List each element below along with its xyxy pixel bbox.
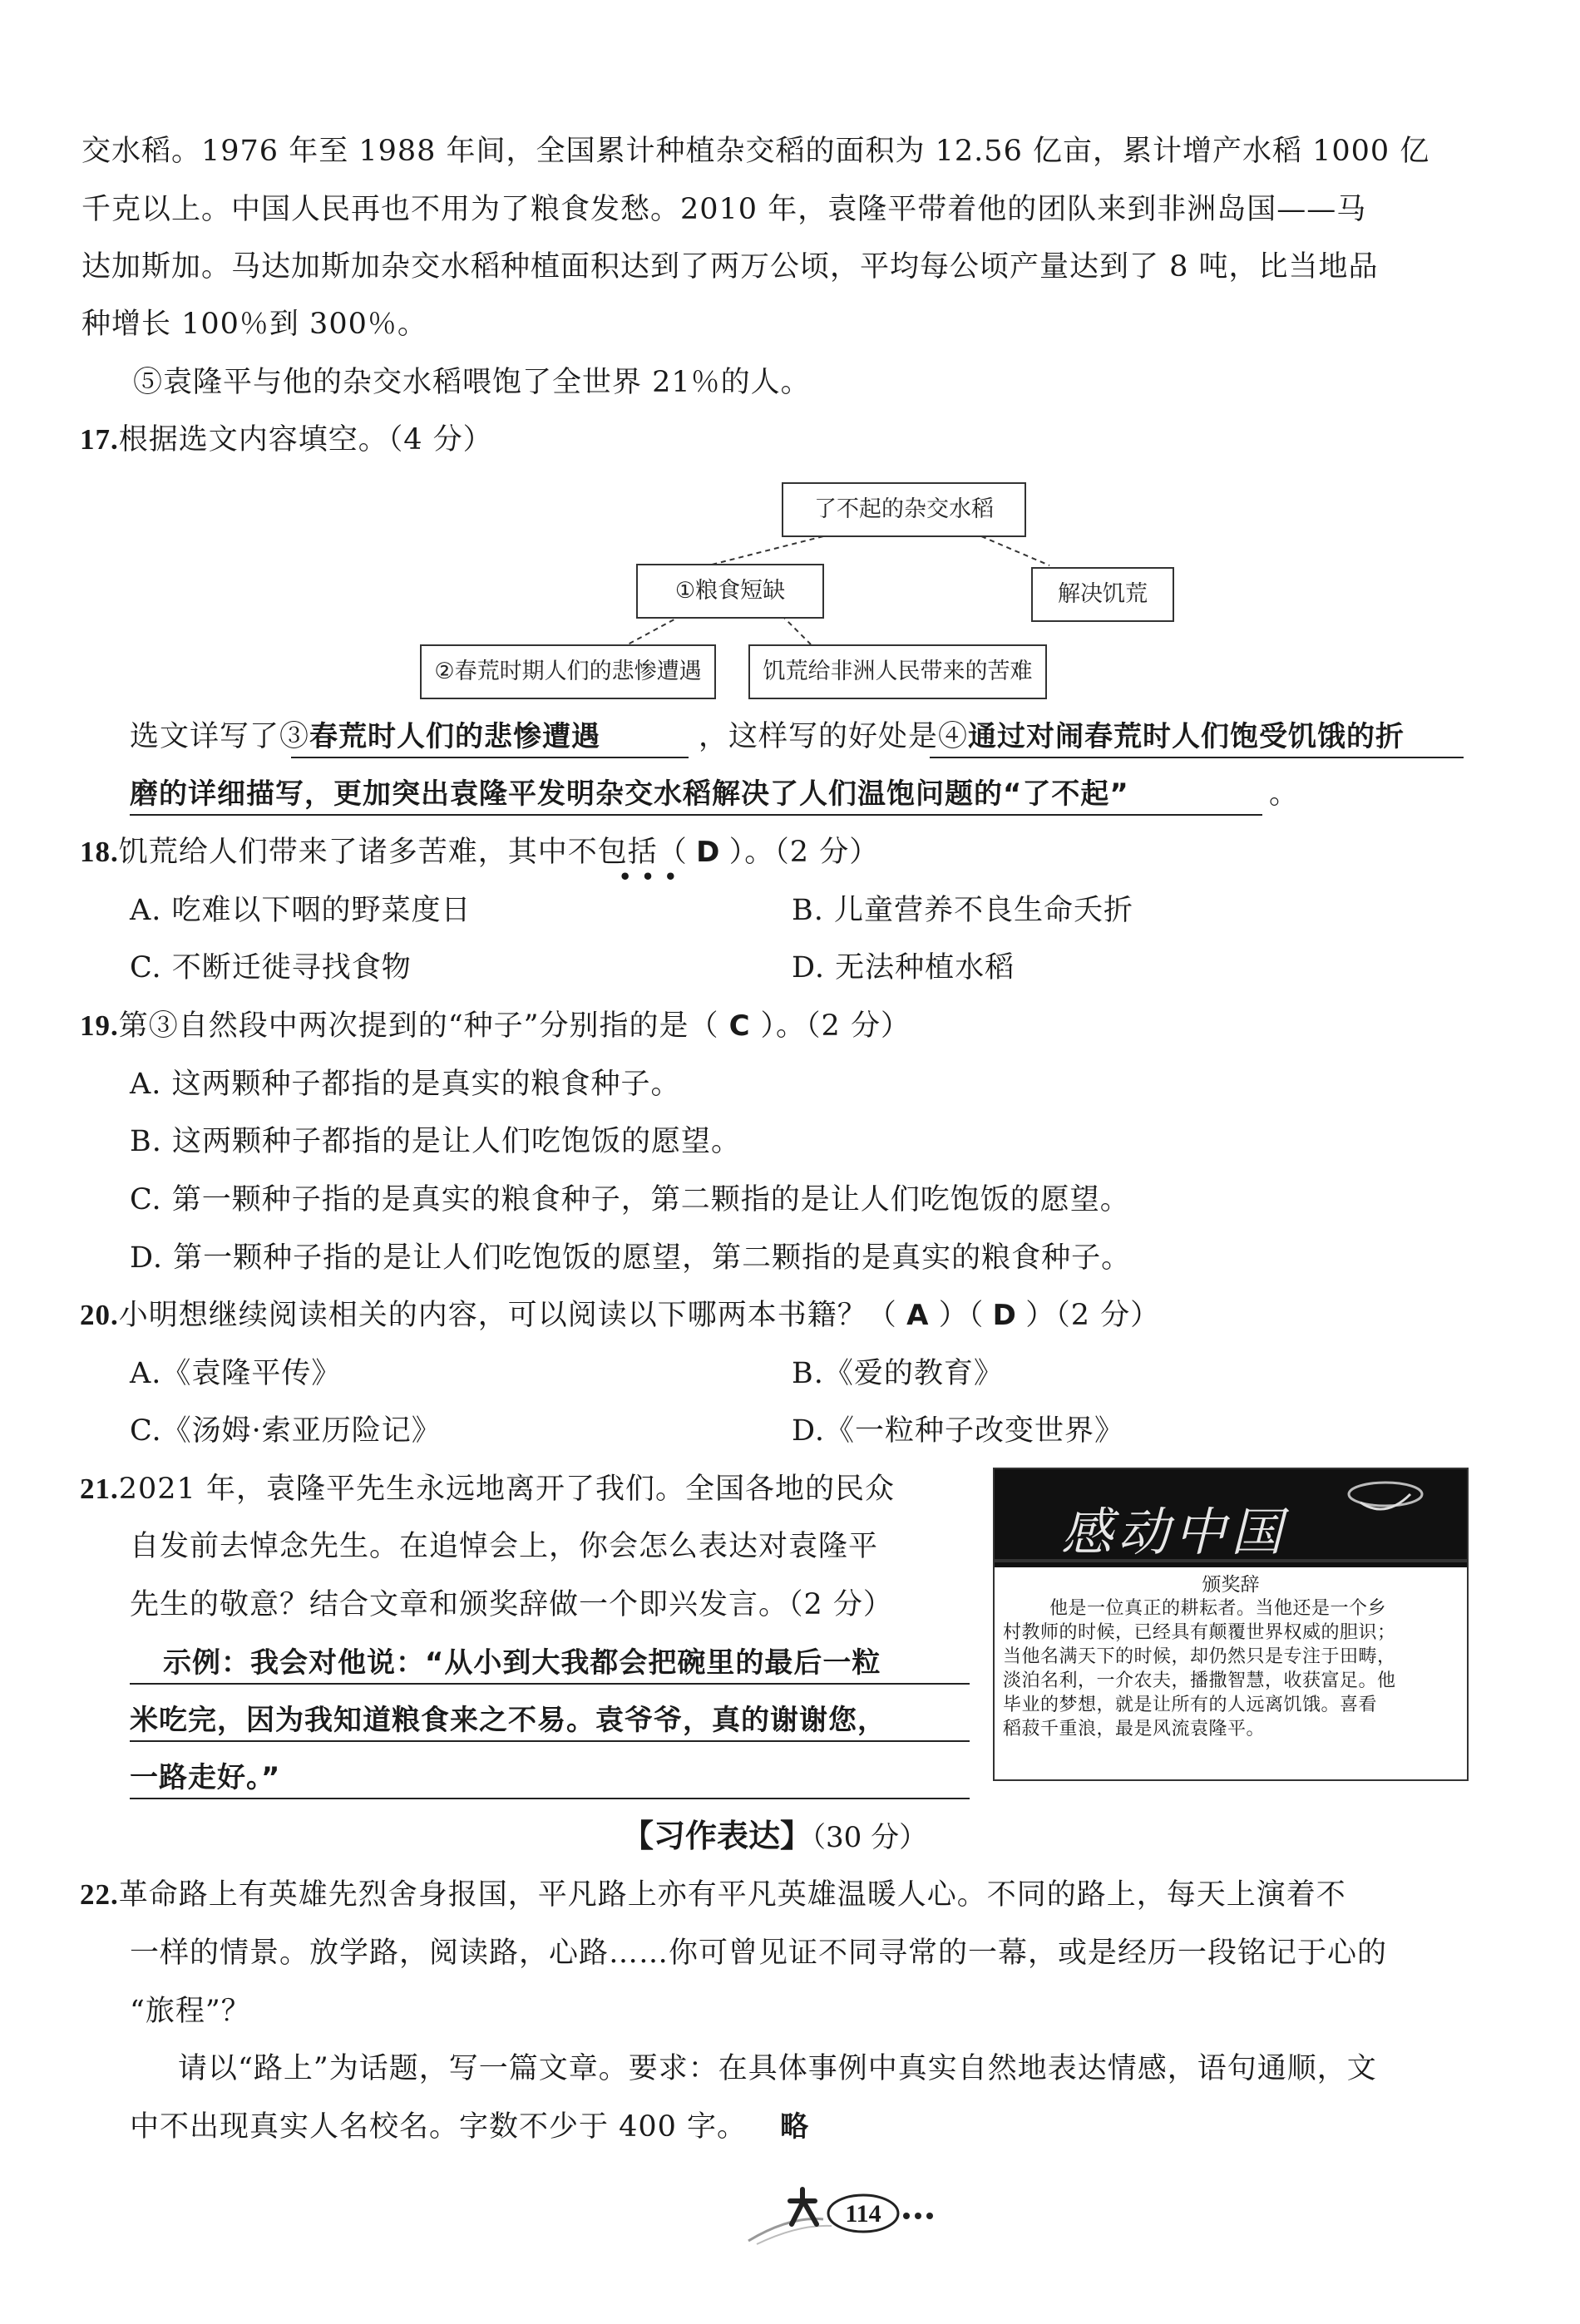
answer-4-part-2: 磨的详细描写，更加突出袁隆平发明杂交水稻解决了人们温饱问题的“了不起” xyxy=(130,777,1129,811)
option-d: D. 无法种植水稻 xyxy=(792,951,1015,984)
question-22 xyxy=(80,1878,1346,1912)
diagram-right-child-node: 饥荒给非洲人民带来的苦难 xyxy=(748,644,1047,699)
passage-line: 达加斯加。马达加斯加杂交水稻种植面积达到了两万公顷，平均每公顷产量达到了 8 吨，比当地品 xyxy=(81,250,1379,284)
award-banner-image xyxy=(995,1469,1467,1567)
section-title: 【习作表达】 xyxy=(622,1818,812,1854)
answer-text: 略 xyxy=(780,2110,810,2144)
award-image-box xyxy=(993,1468,1469,1781)
question-number: 18. xyxy=(80,836,119,868)
fill-middle: ，这样写的好处是④ xyxy=(699,720,969,753)
caption-line: 村教师的时候，已经具有颠覆世界权威的胆识； xyxy=(1003,1622,1396,1643)
caption-line: 稻菽千重浪，最是风流袁隆平。 xyxy=(1003,1719,1266,1739)
banner-title: 感动中国 xyxy=(1061,1502,1288,1562)
answer-choice: D xyxy=(992,1299,1017,1332)
option-b: B. 这两颗种子都指的是让人们吃饱饭的愿望。 xyxy=(130,1125,741,1158)
emphasis-dots: ••• xyxy=(619,865,688,889)
section-score: （30 分） xyxy=(812,1821,928,1854)
option-a: A.《袁隆平传》 xyxy=(130,1357,342,1390)
option-a: A. 这两颗种子都指的是真实的粮食种子。 xyxy=(130,1068,681,1101)
diagram-left-child-node: ②春荒时期人们的悲惨遭遇 xyxy=(420,644,716,699)
option-d: D.《一粒种子改变世界》 xyxy=(792,1414,1124,1448)
question-text: 先生的敬意？结合文章和颁奖辞做一个即兴发言。（2 分） xyxy=(130,1588,893,1621)
page-number: 114 xyxy=(845,2200,881,2228)
diagram-right-node: 解决饥荒 xyxy=(1031,567,1174,622)
option-c: C.《汤姆·索亚历险记》 xyxy=(130,1414,442,1448)
answer-text: 一路走好。” xyxy=(130,1761,281,1794)
q17-fill-line-1 xyxy=(130,720,1405,753)
caption-body xyxy=(1003,1596,1459,1741)
question-number: 22. xyxy=(80,1878,119,1911)
option-c: C. 不断迁徙寻找食物 xyxy=(130,951,412,984)
requirement-text xyxy=(130,2110,809,2144)
caption-line: 他是一位真正的耕耘者。当他还是一个乡 xyxy=(1049,1598,1387,1619)
question-text: 根据选文内容填空。（4 分） xyxy=(118,423,493,456)
passage-paragraph-5: ⑤袁隆平与他的杂交水稻喂饱了全世界 21％的人。 xyxy=(133,366,811,399)
answer-choice: D xyxy=(696,836,721,869)
requirement-text-end: 中不出现真实人名校名。字数不少于 400 字。 xyxy=(130,2110,748,2144)
question-text: 饥荒给人们带来了诸多苦难，其中 xyxy=(118,836,568,869)
question-text: 第③自然段中两次提到的“种子”分别指的是（ xyxy=(118,1009,719,1043)
question-text: 小明想继续阅读相关的内容，可以阅读以下哪两本书籍？（ xyxy=(118,1299,897,1332)
caption-line: 当他名满天下的时候，却仍然只是专注于田畴， xyxy=(1003,1646,1396,1667)
answer-underline xyxy=(130,1798,970,1799)
option-b: B.《爱的教育》 xyxy=(792,1357,1004,1390)
answer-4-part-1: 通过对闹春荒时人们饱受饥饿的折 xyxy=(968,720,1405,753)
question-text: 2021 年，袁隆平先生永远地离开了我们。全国各地的民众 xyxy=(118,1473,895,1506)
question-text: ）（2 分） xyxy=(1025,1299,1161,1332)
question-number: 20. xyxy=(80,1299,119,1331)
question-text: （ xyxy=(657,836,688,869)
question-text: 革命路上有英雄先烈舍身报国，平凡路上亦有平凡英雄温暖人心。不同的路上，每天上演着不 xyxy=(118,1878,1346,1912)
diagram-root-node: 了不起的杂交水稻 xyxy=(782,482,1026,537)
question-18 xyxy=(80,836,879,869)
answer-text: 米吃完，因为我知道粮食来之不易。袁爷爷，真的谢谢您， xyxy=(130,1704,886,1737)
q17-fill-line-2 xyxy=(130,777,1299,811)
question-text: 一样的情景。放学路，阅读路，心路……你可曾见证不同寻常的一幕，或是经历一段铭记于心的 xyxy=(130,1937,1388,1970)
caption-title: 颁奖辞 xyxy=(1202,1574,1260,1596)
answer-underline xyxy=(130,814,1262,816)
requirement-text: 请以“路上”为话题，写一篇文章。要求：在具体事例中真实自然地表达情感，语句通顺，文 xyxy=(178,2052,1377,2085)
fill-end: 。 xyxy=(1269,777,1300,811)
question-text: ）。（2 分） xyxy=(728,836,880,869)
question-21 xyxy=(80,1473,895,1506)
question-20 xyxy=(80,1299,1160,1332)
passage-line: 种增长 100％到 300％。 xyxy=(81,308,427,341)
question-number: 19. xyxy=(80,1009,119,1042)
diagram-connectors xyxy=(0,0,1580,748)
question-text: ）。（2 分） xyxy=(760,1009,911,1043)
answer-underline xyxy=(130,1740,970,1742)
question-number: 17. xyxy=(80,423,119,456)
option-c: C. 第一颗种子指的是真实的粮食种子，第二颗指的是让人们吃饱饭的愿望。 xyxy=(130,1183,1130,1216)
passage-line: 交水稻。1976 年至 1988 年间，全国累计种植杂交稻的面积为 12.56 亿亩，累计增产水稻 1000 亿 xyxy=(81,135,1430,168)
question-text: “旅程”？ xyxy=(130,1995,251,2028)
question-text: 自发前去悼念先生。在追悼会上，你会怎么表达对袁隆平 xyxy=(130,1530,879,1563)
question-text: ）（ xyxy=(938,1299,985,1332)
option-a: A. 吃难以下咽的野菜度日 xyxy=(130,894,472,927)
option-b: B. 儿童营养不良生命夭折 xyxy=(792,894,1133,927)
answer-underline xyxy=(930,757,1464,758)
answer-underline xyxy=(130,1683,970,1685)
passage-line: 千克以上。中国人民再也不用为了粮食发愁。2010 年，袁隆平带着他的团队来到非洲岛国——马 xyxy=(81,193,1367,226)
answer-choice: C xyxy=(728,1009,751,1043)
caption-line: 毕业的梦想，就是让所有的人远离饥饿。喜看 xyxy=(1003,1695,1378,1715)
fill-prefix: 选文详写了③ xyxy=(130,720,310,753)
section-heading xyxy=(622,1818,927,1856)
question-19 xyxy=(80,1009,911,1043)
answer-underline xyxy=(291,757,689,758)
option-d: D. 第一颗种子指的是让人们吃饱饭的愿望，第二颗指的是真实的粮食种子。 xyxy=(130,1241,1132,1275)
answer-text: 示例：我会对他说：“从小到大我都会把碗里的最后一粒 xyxy=(163,1646,881,1680)
caption-line: 淡泊名利，一介农夫，播撒智慧，收获富足。他 xyxy=(1003,1670,1396,1691)
answer-3: 春荒时人们的悲惨遭遇 xyxy=(309,720,601,753)
question-number: 21. xyxy=(80,1473,119,1505)
diagram-left-node: ①粮食短缺 xyxy=(636,564,824,619)
emphasis-text: 不包括 xyxy=(567,836,658,869)
answer-choice: A xyxy=(906,1299,930,1332)
